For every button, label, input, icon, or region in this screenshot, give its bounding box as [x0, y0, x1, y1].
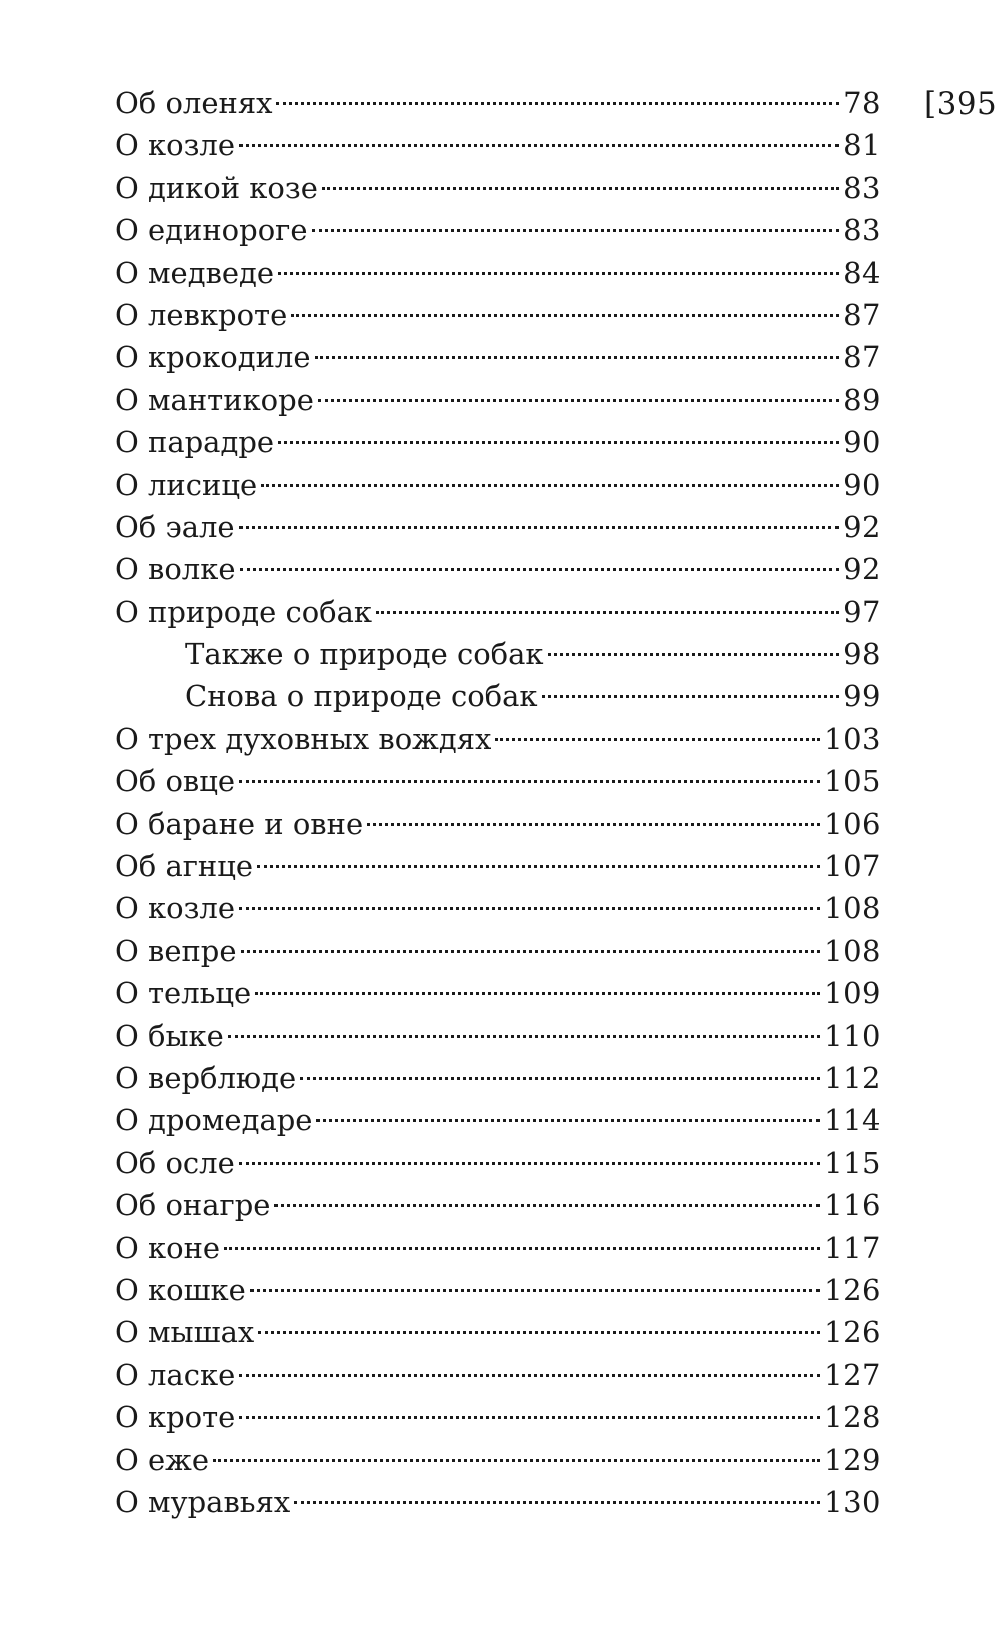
- toc-entry-page: 112: [824, 1060, 881, 1095]
- toc-entry-title: О кроте: [115, 1400, 236, 1435]
- toc-entry: [115, 167, 881, 209]
- toc-entry-title: Об агнце: [115, 849, 254, 884]
- dot-leader: [278, 441, 839, 444]
- toc-entry-title: О козле: [115, 891, 235, 926]
- toc-entry-page: 114: [824, 1103, 881, 1138]
- toc-entry-page: 105: [824, 764, 881, 799]
- toc-entry-page: 108: [824, 933, 881, 968]
- toc-entry: [115, 1184, 881, 1226]
- toc-entry: [115, 209, 881, 251]
- toc-entry-title: О вепре: [115, 933, 237, 968]
- toc-subentry: [115, 675, 881, 717]
- toc-entry: [115, 760, 881, 802]
- toc-entry-page: 89: [843, 382, 881, 417]
- toc-entry-page: 97: [843, 594, 881, 629]
- toc-entry: [115, 972, 881, 1014]
- table-of-contents: [115, 82, 881, 1523]
- toc-entry: [115, 1015, 881, 1057]
- toc-entry-title: О дромедаре: [115, 1103, 313, 1138]
- dot-leader: [376, 611, 839, 614]
- dot-leader: [542, 695, 840, 698]
- toc-entry-page: 87: [843, 340, 881, 375]
- toc-entry-page: 84: [843, 255, 881, 290]
- toc-entry: [115, 1354, 881, 1396]
- toc-entry-page: 81: [843, 128, 881, 163]
- toc-entry-page: 92: [843, 509, 881, 544]
- toc-entry-page: 92: [843, 552, 881, 587]
- dot-leader: [367, 823, 820, 826]
- toc-entry-page: 129: [824, 1442, 881, 1477]
- toc-entry-page: 106: [824, 806, 881, 841]
- dot-leader: [239, 1374, 820, 1377]
- dot-leader: [548, 653, 840, 656]
- toc-entry-title: О быке: [115, 1018, 224, 1053]
- toc-entry: [115, 82, 881, 124]
- dot-leader: [250, 1289, 820, 1292]
- dot-leader: [239, 1162, 820, 1165]
- toc-subentry: [115, 633, 881, 675]
- toc-entry-page: 108: [824, 891, 881, 926]
- toc-entry-title: Также о природе собак: [185, 637, 544, 672]
- toc-entry-title: О еже: [115, 1442, 209, 1477]
- toc-entry-title: О лисице: [115, 467, 258, 502]
- toc-entry-page: 103: [824, 721, 881, 756]
- toc-entry: [115, 930, 881, 972]
- toc-entry-page: 126: [824, 1315, 881, 1350]
- toc-entry: [115, 887, 881, 929]
- toc-entry-title: О баране и овне: [115, 806, 364, 841]
- toc-entry: [115, 1099, 881, 1141]
- toc-entry-page: 99: [843, 679, 881, 714]
- toc-entry-title: Об овце: [115, 764, 236, 799]
- dot-leader: [274, 1204, 820, 1207]
- dot-leader: [239, 907, 820, 910]
- toc-entry-title: О мантикоре: [115, 382, 314, 417]
- toc-entry-title: О природе собак: [115, 594, 373, 629]
- toc-entry: [115, 1269, 881, 1311]
- dot-leader: [239, 144, 839, 147]
- toc-entry: [115, 124, 881, 166]
- toc-entry: [115, 1481, 881, 1523]
- toc-entry-title: О кошке: [115, 1272, 246, 1307]
- dot-leader: [318, 399, 839, 402]
- dot-leader: [322, 187, 839, 190]
- toc-entry-page: 115: [824, 1145, 881, 1180]
- dot-leader: [241, 950, 821, 953]
- dot-leader: [228, 1035, 820, 1038]
- toc-entry: [115, 294, 881, 336]
- dot-leader: [257, 865, 820, 868]
- toc-entry-title: О медведе: [115, 255, 275, 290]
- dot-leader: [255, 992, 820, 995]
- dot-leader: [239, 526, 840, 529]
- dot-leader: [239, 1416, 820, 1419]
- toc-entry: [115, 1311, 881, 1353]
- toc-entry: [115, 718, 881, 760]
- toc-entry: [115, 1439, 881, 1481]
- toc-entry-page: 130: [824, 1484, 881, 1519]
- toc-entry-title: О ласке: [115, 1357, 236, 1392]
- toc-entry: [115, 803, 881, 845]
- toc-entry: [115, 464, 881, 506]
- toc-entry-title: Снова о природе собак: [185, 679, 538, 714]
- toc-entry-title: О мышах: [115, 1315, 255, 1350]
- toc-entry-title: О дикой козе: [115, 170, 318, 205]
- toc-entry-page: 117: [824, 1230, 881, 1265]
- toc-entry-title: О тельце: [115, 976, 252, 1011]
- toc-entry-title: Об осле: [115, 1145, 235, 1180]
- dot-leader: [239, 780, 820, 783]
- toc-entry-page: 128: [824, 1400, 881, 1435]
- toc-entry-page: 127: [824, 1357, 881, 1392]
- dot-leader: [276, 102, 839, 105]
- toc-entry-title: О парадре: [115, 425, 275, 460]
- toc-entry-page: 109: [824, 976, 881, 1011]
- toc-entry-title: О волке: [115, 552, 236, 587]
- toc-entry-title: О коне: [115, 1230, 221, 1265]
- dot-leader: [495, 738, 820, 741]
- toc-entry-page: 90: [843, 425, 881, 460]
- toc-entry-title: О верблюде: [115, 1060, 297, 1095]
- dot-leader: [291, 314, 839, 317]
- toc-entry: [115, 252, 881, 294]
- toc-entry: [115, 1227, 881, 1269]
- toc-entry: [115, 336, 881, 378]
- toc-entry-page: 110: [824, 1018, 881, 1053]
- toc-entry-page: 90: [843, 467, 881, 502]
- toc-entry-title: О трех духовных вождях: [115, 721, 492, 756]
- dot-leader: [316, 1119, 820, 1122]
- toc-entry: [115, 421, 881, 463]
- dot-leader: [240, 568, 840, 571]
- dot-leader: [278, 272, 839, 275]
- dot-leader: [258, 1331, 820, 1334]
- toc-entry-page: 116: [824, 1188, 881, 1223]
- toc-entry: [115, 548, 881, 590]
- toc-entry-title: Об эале: [115, 509, 235, 544]
- toc-entry: [115, 1142, 881, 1184]
- dot-leader: [315, 356, 840, 359]
- toc-entry-title: О единороге: [115, 213, 308, 248]
- dot-leader: [300, 1077, 820, 1080]
- toc-entry-page: 78: [843, 86, 881, 120]
- toc-entry: [115, 845, 881, 887]
- toc-entry-title: О муравьях: [115, 1484, 291, 1519]
- page-number: [395: [924, 86, 998, 122]
- toc-entry: [115, 1057, 881, 1099]
- toc-entry-title: О левкроте: [115, 297, 288, 332]
- toc-entry-title: О козле: [115, 128, 235, 163]
- dot-leader: [213, 1459, 820, 1462]
- dot-leader: [261, 484, 839, 487]
- dot-leader: [294, 1501, 820, 1504]
- dot-leader: [224, 1247, 820, 1250]
- toc-entry: [115, 379, 881, 421]
- toc-entry: [115, 591, 881, 633]
- toc-entry-page: 83: [843, 213, 881, 248]
- toc-entry: [115, 1396, 881, 1438]
- toc-entry: [115, 506, 881, 548]
- toc-entry-page: 107: [824, 849, 881, 884]
- toc-entry-page: 87: [843, 297, 881, 332]
- toc-entry-title: Об оленях: [115, 86, 273, 120]
- toc-entry-page: 83: [843, 170, 881, 205]
- toc-entry-title: Об онагре: [115, 1188, 271, 1223]
- toc-entry-title: О крокодиле: [115, 340, 311, 375]
- toc-entry-page: 126: [824, 1272, 881, 1307]
- dot-leader: [312, 229, 840, 232]
- toc-entry-page: 98: [843, 637, 881, 672]
